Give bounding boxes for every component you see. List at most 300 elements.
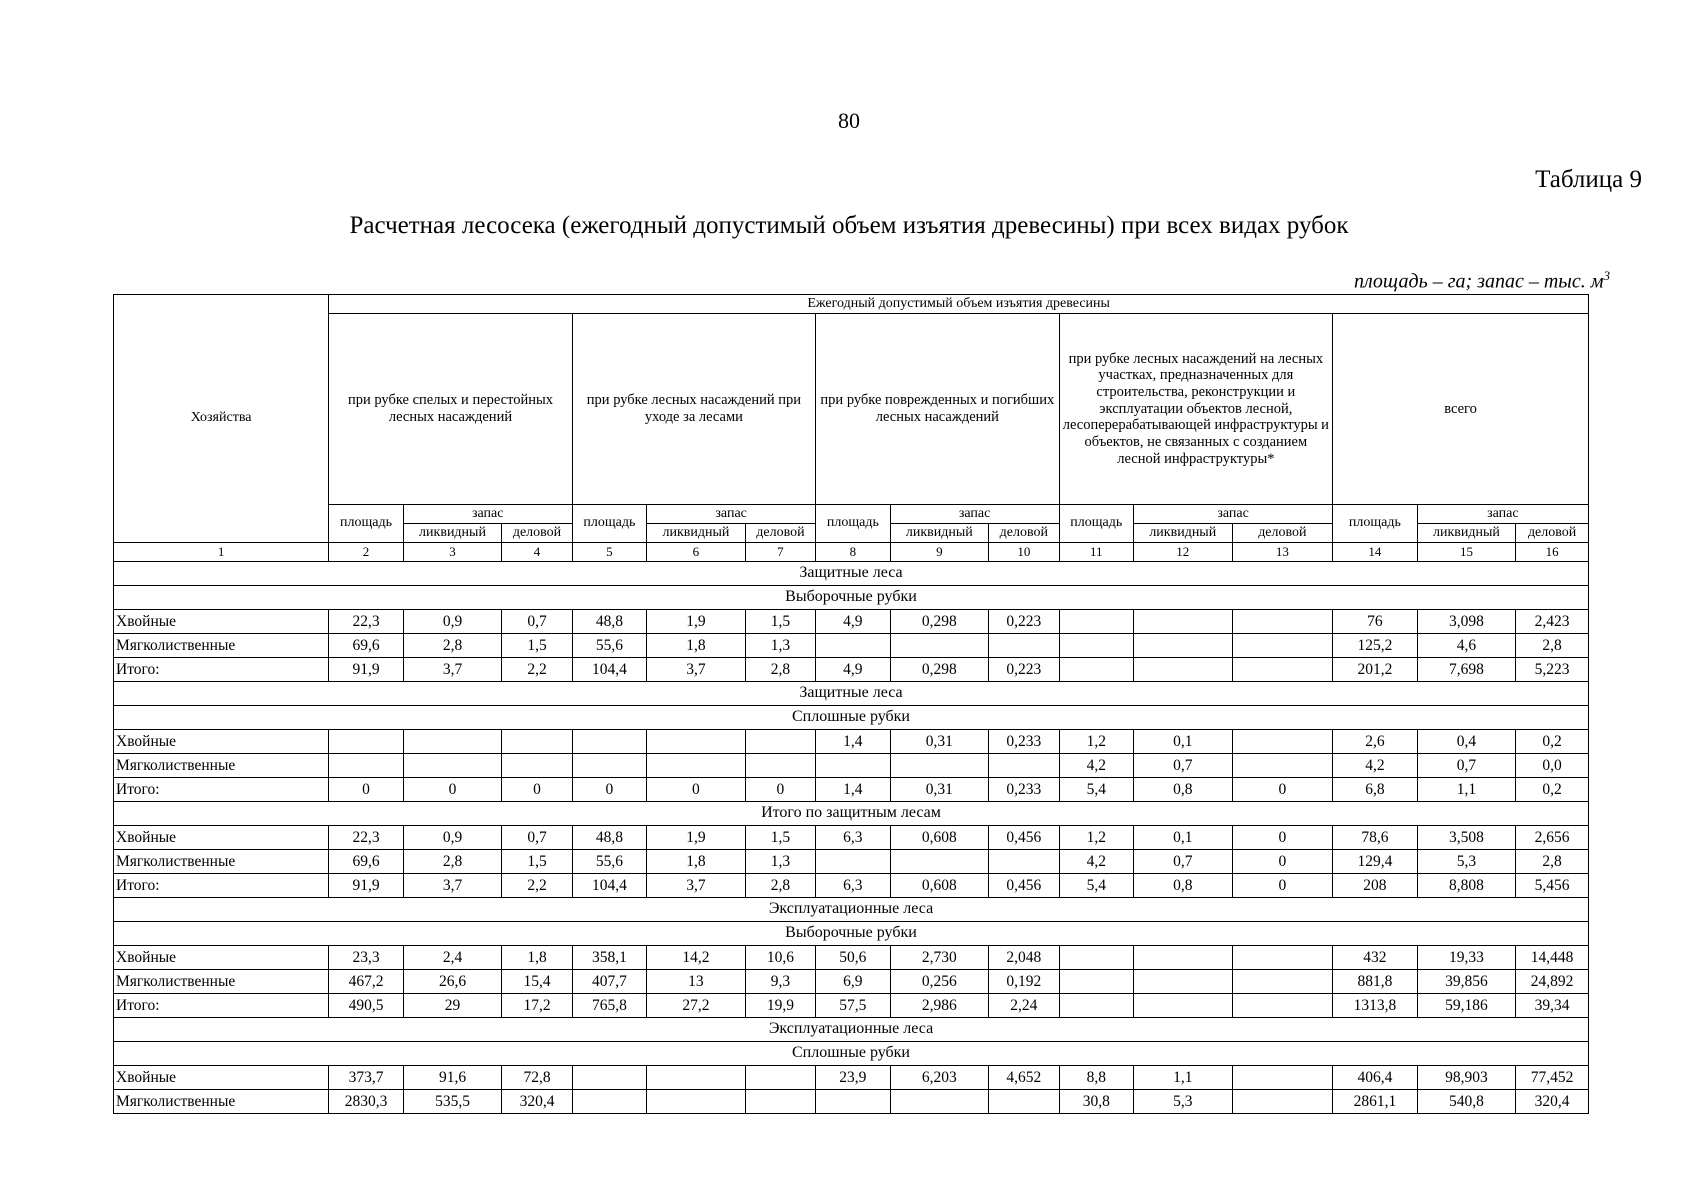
- header-group-4: при рубке лесных насаждений на лесных участках, предназначенных для строительства, реконструкции и эксплуатации объектов лесной, лесоперерабатывающей инфраструктуры и объектов, не связанных с созданием лесной инфраструктуры*: [1059, 314, 1333, 505]
- table-cell: 3,7: [647, 658, 746, 682]
- section-label: Защитные леса: [114, 562, 1589, 586]
- table-cell: 0,7: [502, 826, 572, 850]
- header-group-3: при рубке поврежденных и погибших лесных насаждений: [816, 314, 1059, 505]
- table-cell: 1,3: [745, 634, 815, 658]
- section-row: [114, 898, 1589, 922]
- table-cell: 1,8: [647, 850, 746, 874]
- table-cell: 78,6: [1333, 826, 1418, 850]
- table-cell: 5,3: [1133, 1090, 1232, 1114]
- section-label: Сплошные рубки: [114, 1042, 1589, 1066]
- table-cell: [1059, 970, 1133, 994]
- table-cell: [989, 634, 1059, 658]
- header-business-3: деловой: [989, 524, 1059, 543]
- table-cell: 1,5: [745, 610, 815, 634]
- table-cell: 0,456: [989, 826, 1059, 850]
- table-cell: 0,8: [1133, 874, 1232, 898]
- table-cell: 6,9: [816, 970, 890, 994]
- table-cell: 69,6: [329, 634, 403, 658]
- table-cell: 0,7: [1417, 754, 1516, 778]
- section-row: [114, 1018, 1589, 1042]
- table-row: [114, 634, 1589, 658]
- table-cell: [890, 850, 989, 874]
- table-row: [114, 946, 1589, 970]
- table-cell: 0,9: [403, 610, 502, 634]
- table-cell: [816, 634, 890, 658]
- header-stock-3: запас: [890, 505, 1059, 524]
- table-cell: 9,3: [745, 970, 815, 994]
- table-cell: 0: [572, 778, 646, 802]
- row-label: Мягколиственные: [114, 754, 329, 778]
- table-cell: [1232, 1066, 1333, 1090]
- table-cell: [890, 1090, 989, 1114]
- table-cell: 320,4: [1516, 1090, 1589, 1114]
- table-cell: [1059, 610, 1133, 634]
- table-cell: [647, 1090, 746, 1114]
- table-cell: [745, 1066, 815, 1090]
- table-cell: [1133, 994, 1232, 1018]
- table-cell: 104,4: [572, 658, 646, 682]
- table-cell: 0,298: [890, 610, 989, 634]
- table-cell: 0: [647, 778, 746, 802]
- table-cell: [1133, 970, 1232, 994]
- table-cell: 0,1: [1133, 826, 1232, 850]
- section-label: Итого по защитным лесам: [114, 802, 1589, 826]
- table-cell: [816, 1090, 890, 1114]
- table-cell: 0,8: [1133, 778, 1232, 802]
- table-cell: 91,9: [329, 658, 403, 682]
- row-label: Итого:: [114, 778, 329, 802]
- table-cell: 4,9: [816, 658, 890, 682]
- table-cell: [572, 1090, 646, 1114]
- table-cell: 30,8: [1059, 1090, 1133, 1114]
- table-cell: 2,8: [745, 658, 815, 682]
- table-cell: [890, 634, 989, 658]
- table-cell: 0,7: [1133, 754, 1232, 778]
- table-cell: 8,808: [1417, 874, 1516, 898]
- table-cell: 0,2: [1516, 730, 1589, 754]
- table-cell: [1059, 658, 1133, 682]
- table-cell: 0: [1232, 850, 1333, 874]
- harvest-table: [113, 294, 1589, 1114]
- table-cell: 0: [745, 778, 815, 802]
- table-cell: 5,456: [1516, 874, 1589, 898]
- table-cell: 2,2: [502, 658, 572, 682]
- table-row: [114, 850, 1589, 874]
- table-cell: 0: [502, 778, 572, 802]
- table-cell: 881,8: [1333, 970, 1418, 994]
- document-title: Расчетная лесосека (ежегодный допустимый объем изъятия древесины) при всех видах рубок: [349, 212, 1349, 239]
- table-cell: 540,8: [1417, 1090, 1516, 1114]
- table-row: [114, 970, 1589, 994]
- table-cell: 17,2: [502, 994, 572, 1018]
- table-cell: 55,6: [572, 634, 646, 658]
- table-cell: 1,4: [816, 730, 890, 754]
- table-row: [114, 610, 1589, 634]
- row-label: Хвойные: [114, 946, 329, 970]
- table-cell: 432: [1333, 946, 1418, 970]
- table-cell: 3,7: [403, 874, 502, 898]
- table-cell: [647, 754, 746, 778]
- table-cell: 22,3: [329, 826, 403, 850]
- units-text: площадь – га; запас – тыс. м: [1353, 270, 1604, 293]
- header-liquid-5: ликвидный: [1417, 524, 1516, 543]
- table-cell: 15,4: [502, 970, 572, 994]
- table-cell: 129,4: [1333, 850, 1418, 874]
- table-cell: [1133, 610, 1232, 634]
- table-row: [114, 1090, 1589, 1114]
- table-cell: 39,34: [1516, 994, 1589, 1018]
- table-cell: 2,8: [403, 634, 502, 658]
- table-cell: 23,9: [816, 1066, 890, 1090]
- table-cell: 2,8: [403, 850, 502, 874]
- table-cell: 8,8: [1059, 1066, 1133, 1090]
- table-cell: 490,5: [329, 994, 403, 1018]
- header-area-5: площадь: [1333, 505, 1418, 543]
- row-label: Хвойные: [114, 610, 329, 634]
- table-cell: 91,6: [403, 1066, 502, 1090]
- row-label: Хвойные: [114, 826, 329, 850]
- table-cell: 208: [1333, 874, 1418, 898]
- section-row: [114, 706, 1589, 730]
- table-cell: 5,4: [1059, 778, 1133, 802]
- table-cell: [403, 730, 502, 754]
- table-cell: 5,4: [1059, 874, 1133, 898]
- table-cell: [989, 1090, 1059, 1114]
- table-cell: 26,6: [403, 970, 502, 994]
- column-number: 13: [1232, 543, 1333, 562]
- table-cell: [989, 754, 1059, 778]
- table-cell: 2,6: [1333, 730, 1418, 754]
- table-cell: 4,2: [1333, 754, 1418, 778]
- table-cell: 6,8: [1333, 778, 1418, 802]
- table-cell: 4,2: [1059, 754, 1133, 778]
- table-cell: [816, 754, 890, 778]
- table-cell: 2,8: [1516, 634, 1589, 658]
- section-row: [114, 682, 1589, 706]
- table-cell: [572, 754, 646, 778]
- table-cell: 2830,3: [329, 1090, 403, 1114]
- section-row: [114, 802, 1589, 826]
- table-cell: 0,0: [1516, 754, 1589, 778]
- section-label: Эксплуатационные леса: [114, 898, 1589, 922]
- table-cell: 91,9: [329, 874, 403, 898]
- column-number: 11: [1059, 543, 1133, 562]
- column-number: 3: [403, 543, 502, 562]
- row-label: Итого:: [114, 994, 329, 1018]
- table-cell: 1,9: [647, 610, 746, 634]
- section-row: [114, 562, 1589, 586]
- table-cell: 0,192: [989, 970, 1059, 994]
- table-cell: 2,656: [1516, 826, 1589, 850]
- header-area-1: площадь: [329, 505, 403, 543]
- table-cell: 2,2: [502, 874, 572, 898]
- column-number: 12: [1133, 543, 1232, 562]
- table-cell: [572, 1066, 646, 1090]
- row-label: Мягколиственные: [114, 970, 329, 994]
- table-cell: [647, 1066, 746, 1090]
- table-cell: 72,8: [502, 1066, 572, 1090]
- table-row: [114, 778, 1589, 802]
- section-label: Выборочные рубки: [114, 586, 1589, 610]
- column-number: 2: [329, 543, 403, 562]
- row-label: Итого:: [114, 874, 329, 898]
- table-cell: 55,6: [572, 850, 646, 874]
- table-cell: 0: [403, 778, 502, 802]
- table-cell: [1232, 658, 1333, 682]
- table-cell: 0,223: [989, 658, 1059, 682]
- table-cell: 29: [403, 994, 502, 1018]
- table-cell: 1,5: [745, 826, 815, 850]
- table-cell: 320,4: [502, 1090, 572, 1114]
- table-cell: 1,8: [647, 634, 746, 658]
- table-cell: 2,4: [403, 946, 502, 970]
- table-cell: 1,8: [502, 946, 572, 970]
- table-cell: 1,1: [1417, 778, 1516, 802]
- section-label: Эксплуатационные леса: [114, 1018, 1589, 1042]
- table-cell: 6,3: [816, 826, 890, 850]
- header-liquid-1: ликвидный: [403, 524, 502, 543]
- table-cell: [1133, 946, 1232, 970]
- table-cell: 0,256: [890, 970, 989, 994]
- table-cell: [647, 730, 746, 754]
- table-cell: 0,233: [989, 730, 1059, 754]
- header-area-4: площадь: [1059, 505, 1133, 543]
- table-label: Таблица 9: [1535, 166, 1642, 193]
- table-cell: 4,652: [989, 1066, 1059, 1090]
- table-cell: 2,8: [1516, 850, 1589, 874]
- table-cell: [329, 754, 403, 778]
- table-row: [114, 994, 1589, 1018]
- table-cell: 765,8: [572, 994, 646, 1018]
- table-cell: 48,8: [572, 610, 646, 634]
- table-cell: [745, 730, 815, 754]
- table-cell: [1059, 946, 1133, 970]
- header-stock-1: запас: [403, 505, 572, 524]
- table-cell: 0: [1232, 778, 1333, 802]
- column-number: 7: [745, 543, 815, 562]
- header-stock-5: запас: [1417, 505, 1588, 524]
- table-cell: [403, 754, 502, 778]
- table-cell: 2,986: [890, 994, 989, 1018]
- table-cell: 3,508: [1417, 826, 1516, 850]
- header-stock-2: запас: [647, 505, 816, 524]
- table-cell: 27,2: [647, 994, 746, 1018]
- table-cell: 358,1: [572, 946, 646, 970]
- header-group-5: всего: [1333, 314, 1589, 505]
- table-cell: 0,608: [890, 874, 989, 898]
- page-number: 80: [838, 108, 860, 133]
- table-cell: 24,892: [1516, 970, 1589, 994]
- table-cell: 1,3: [745, 850, 815, 874]
- table-cell: 0,9: [403, 826, 502, 850]
- header-liquid-2: ликвидный: [647, 524, 746, 543]
- header-super: Ежегодный допустимый объем изъятия древесины: [329, 295, 1589, 314]
- table-cell: [502, 730, 572, 754]
- column-number: 14: [1333, 543, 1418, 562]
- table-cell: 5,223: [1516, 658, 1589, 682]
- table-cell: 0,2: [1516, 778, 1589, 802]
- table-cell: [1232, 970, 1333, 994]
- table-cell: 1313,8: [1333, 994, 1418, 1018]
- table-cell: 0,7: [1133, 850, 1232, 874]
- units-sup: 3: [1603, 268, 1610, 283]
- table-cell: 0,223: [989, 610, 1059, 634]
- section-label: Выборочные рубки: [114, 922, 1589, 946]
- table-cell: 1,1: [1133, 1066, 1232, 1090]
- table-cell: 2,048: [989, 946, 1059, 970]
- row-label: Итого:: [114, 658, 329, 682]
- table-row: [114, 1066, 1589, 1090]
- table-cell: 0,298: [890, 658, 989, 682]
- section-row: [114, 586, 1589, 610]
- table-cell: 4,9: [816, 610, 890, 634]
- table-cell: 6,3: [816, 874, 890, 898]
- table-cell: 19,33: [1417, 946, 1516, 970]
- table-cell: 467,2: [329, 970, 403, 994]
- table-cell: 1,2: [1059, 826, 1133, 850]
- header-area-2: площадь: [572, 505, 646, 543]
- table-cell: [1133, 634, 1232, 658]
- table-cell: 1,2: [1059, 730, 1133, 754]
- table-cell: 104,4: [572, 874, 646, 898]
- table-cell: 0,4: [1417, 730, 1516, 754]
- column-number: 9: [890, 543, 989, 562]
- table-row: [114, 874, 1589, 898]
- table-cell: 7,698: [1417, 658, 1516, 682]
- table-cell: 57,5: [816, 994, 890, 1018]
- header-liquid-4: ликвидный: [1133, 524, 1232, 543]
- table-cell: 14,448: [1516, 946, 1589, 970]
- table-cell: [329, 730, 403, 754]
- table-cell: 76: [1333, 610, 1418, 634]
- table-cell: 5,3: [1417, 850, 1516, 874]
- header-business-4: деловой: [1232, 524, 1333, 543]
- column-number: 15: [1417, 543, 1516, 562]
- table-cell: 23,3: [329, 946, 403, 970]
- header-group-1: при рубке спелых и перестойных лесных насаждений: [329, 314, 572, 505]
- table-cell: 0,31: [890, 778, 989, 802]
- header-business-5: деловой: [1516, 524, 1589, 543]
- table-cell: 0: [1232, 826, 1333, 850]
- table-cell: 1,5: [502, 634, 572, 658]
- table-cell: [1059, 994, 1133, 1018]
- section-row: [114, 922, 1589, 946]
- table-cell: 406,4: [1333, 1066, 1418, 1090]
- table-cell: 59,186: [1417, 994, 1516, 1018]
- table-cell: 2,730: [890, 946, 989, 970]
- table-cell: 2861,1: [1333, 1090, 1418, 1114]
- table-cell: 1,4: [816, 778, 890, 802]
- table-cell: 50,6: [816, 946, 890, 970]
- column-number: 10: [989, 543, 1059, 562]
- column-number: 6: [647, 543, 746, 562]
- table-cell: 77,452: [1516, 1066, 1589, 1090]
- table-cell: [816, 850, 890, 874]
- table-row: [114, 754, 1589, 778]
- column-number: 8: [816, 543, 890, 562]
- table-cell: 98,903: [1417, 1066, 1516, 1090]
- table-row: [114, 658, 1589, 682]
- column-number: 4: [502, 543, 572, 562]
- column-number: 5: [572, 543, 646, 562]
- table-row: [114, 730, 1589, 754]
- row-label: Хвойные: [114, 730, 329, 754]
- header-business-1: деловой: [502, 524, 572, 543]
- table-cell: [1232, 946, 1333, 970]
- table-cell: 0,233: [989, 778, 1059, 802]
- table-cell: 4,2: [1059, 850, 1133, 874]
- table-cell: [502, 754, 572, 778]
- table-cell: [1232, 610, 1333, 634]
- table-cell: 2,24: [989, 994, 1059, 1018]
- table-cell: 0,456: [989, 874, 1059, 898]
- table-cell: 125,2: [1333, 634, 1418, 658]
- table-cell: 373,7: [329, 1066, 403, 1090]
- header-group-2: при рубке лесных насаждений при уходе за лесами: [572, 314, 815, 505]
- table-cell: [1232, 1090, 1333, 1114]
- row-label: Мягколиственные: [114, 634, 329, 658]
- table-cell: [572, 730, 646, 754]
- table-cell: 2,8: [745, 874, 815, 898]
- section-label: Сплошные рубки: [114, 706, 1589, 730]
- section-label: Защитные леса: [114, 682, 1589, 706]
- table-cell: [890, 754, 989, 778]
- table-cell: 69,6: [329, 850, 403, 874]
- table-cell: 201,2: [1333, 658, 1418, 682]
- table-cell: 6,203: [890, 1066, 989, 1090]
- header-col-name: Хозяйства: [114, 295, 329, 543]
- table-cell: 535,5: [403, 1090, 502, 1114]
- header-business-2: деловой: [745, 524, 815, 543]
- column-number: 1: [114, 543, 329, 562]
- table-cell: [989, 850, 1059, 874]
- table-cell: 0,7: [502, 610, 572, 634]
- table-cell: 3,7: [647, 874, 746, 898]
- row-label: Мягколиственные: [114, 1090, 329, 1114]
- table-cell: 0,31: [890, 730, 989, 754]
- table-cell: [1232, 754, 1333, 778]
- table-cell: 1,5: [502, 850, 572, 874]
- table-cell: [1133, 658, 1232, 682]
- table-cell: 407,7: [572, 970, 646, 994]
- table-cell: 0,608: [890, 826, 989, 850]
- table-cell: [745, 1090, 815, 1114]
- header-stock-4: запас: [1133, 505, 1332, 524]
- header-liquid-3: ликвидный: [890, 524, 989, 543]
- table-cell: 19,9: [745, 994, 815, 1018]
- table-cell: [1059, 634, 1133, 658]
- table-cell: 1,9: [647, 826, 746, 850]
- table-cell: 3,7: [403, 658, 502, 682]
- table-row: [114, 826, 1589, 850]
- table-cell: 4,6: [1417, 634, 1516, 658]
- header-area-3: площадь: [816, 505, 890, 543]
- table-cell: 10,6: [745, 946, 815, 970]
- table-cell: 0: [1232, 874, 1333, 898]
- table-cell: 3,098: [1417, 610, 1516, 634]
- row-label: Хвойные: [114, 1066, 329, 1090]
- row-label: Мягколиственные: [114, 850, 329, 874]
- section-row: [114, 1042, 1589, 1066]
- table-cell: 2,423: [1516, 610, 1589, 634]
- units-note: [1354, 268, 1610, 294]
- table-cell: 48,8: [572, 826, 646, 850]
- table-cell: [1232, 730, 1333, 754]
- table-cell: [1232, 634, 1333, 658]
- table-cell: 22,3: [329, 610, 403, 634]
- table-cell: 13: [647, 970, 746, 994]
- table-cell: [1232, 994, 1333, 1018]
